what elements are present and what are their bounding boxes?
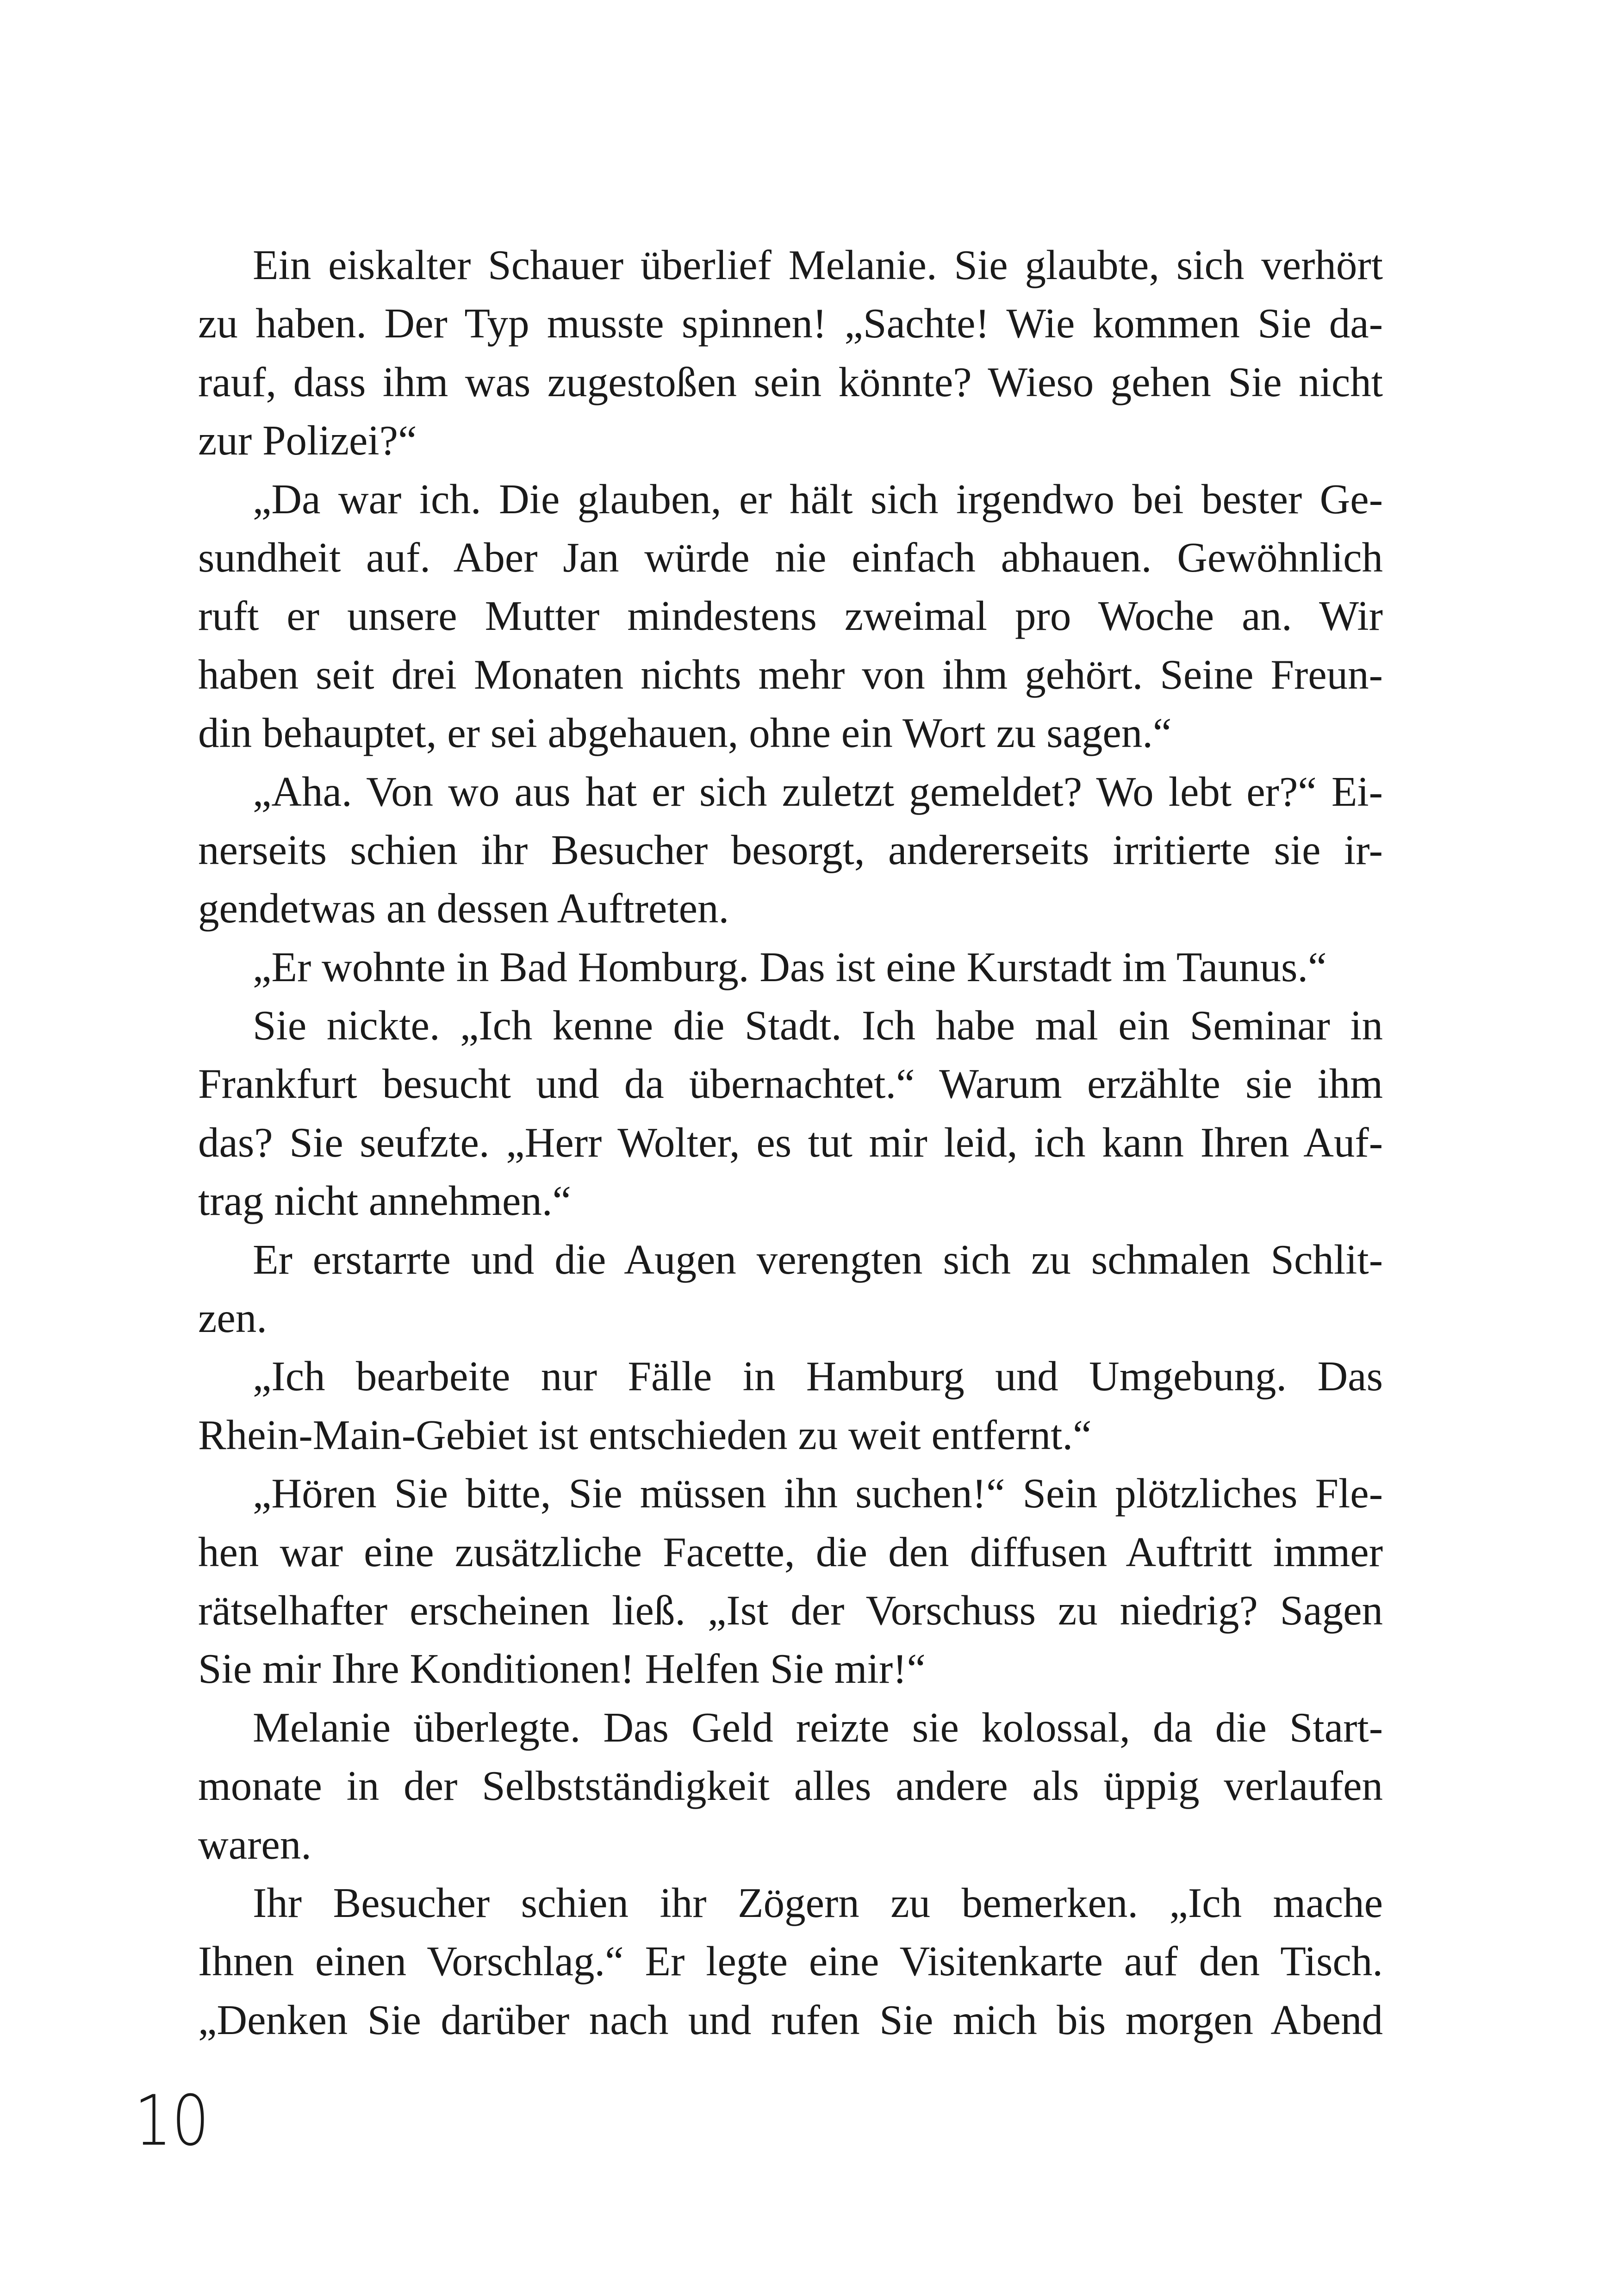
text-line: Frankfurt besucht und da übernachtet.“ Warum erzählte sie ihm (198, 1060, 1383, 1108)
text-line: „Da war ich. Die glauben, er hält sich irgendwo bei bester Ge- (253, 475, 1383, 523)
text-line: „Aha. Von wo aus hat er sich zuletzt gemeldet? Wo lebt er?“ Ei- (253, 768, 1383, 815)
text-line: sundheit auf. Aber Jan würde nie einfach abhauen. Gewöhnlich (198, 534, 1383, 581)
text-line: Sie nickte. „Ich kenne die Stadt. Ich habe mal ein Seminar in (253, 1002, 1383, 1049)
text-line: haben seit drei Monaten nichts mehr von ihm gehört. Seine Freun- (198, 651, 1383, 698)
text-line: gendetwas an dessen Auftreten. (198, 885, 729, 932)
text-line: trag nicht annehmen.“ (198, 1177, 572, 1225)
text-line: zur Polizei?“ (198, 417, 417, 464)
text-line: zu haben. Der Typ musste spinnen! „Sachte! Wie kommen Sie da- (198, 300, 1383, 347)
text-line: Rhein-Main-Gebiet ist entschieden zu weit entfernt.“ (198, 1411, 1092, 1458)
text-line: „Ich bearbeite nur Fälle in Hamburg und Umgebung. Das (253, 1353, 1383, 1400)
text-line: „Er wohnte in Bad Homburg. Das ist eine Kurstadt im Taunus.“ (253, 943, 1327, 990)
text-line: nerseits schien ihr Besucher besorgt, andererseits irritierte sie ir- (198, 826, 1383, 873)
text-line: Er erstarrte und die Augen verengten sich zu schmalen Schlit- (253, 1236, 1383, 1283)
text-line: monate in der Selbstständigkeit alles andere als üppig verlaufen (198, 1762, 1383, 1810)
text-line: zen. (198, 1294, 268, 1342)
body-text (198, 236, 1383, 2049)
text-line: Ihr Besucher schien ihr Zögern zu bemerken. „Ich mache (253, 1879, 1383, 1926)
text-line: Melanie überlegte. Das Geld reizte sie kolossal, da die Start- (253, 1704, 1383, 1751)
text-line: Ein eiskalter Schauer überlief Melanie. Sie glaubte, sich verhört (253, 242, 1383, 288)
text-line: din behauptet, er sei abgehauen, ohne ein Wort zu sagen.“ (198, 709, 1172, 757)
text-line: das? Sie seufzte. „Herr Wolter, es tut mir leid, ich kann Ihren Auf- (198, 1119, 1383, 1166)
page-number: 10 (134, 2081, 210, 2161)
text-line: hen war eine zusätzliche Facette, die den diffusen Auftritt immer (198, 1528, 1383, 1575)
text-line: rätselhafter erscheinen ließ. „Ist der Vorschuss zu niedrig? Sagen (198, 1587, 1383, 1634)
text-line: ruft er unsere Mutter mindestens zweimal pro Woche an. Wir (198, 592, 1383, 640)
text-line: waren. (198, 1821, 312, 1868)
text-line: „Denken Sie darüber nach und rufen Sie mich bis morgen Abend (198, 1996, 1383, 2043)
text-line: Sie mir Ihre Konditionen! Helfen Sie mir!“ (198, 1645, 926, 1692)
text-line: Ihnen einen Vorschlag.“ Er legte eine Visitenkarte auf den Tisch. (198, 1938, 1383, 1985)
text-line: rauf, dass ihm was zugestoßen sein könnte? Wieso gehen Sie nicht (198, 358, 1383, 405)
text-line: „Hören Sie bitte, Sie müssen ihn suchen!“ Sein plötzliches Fle- (253, 1470, 1383, 1517)
